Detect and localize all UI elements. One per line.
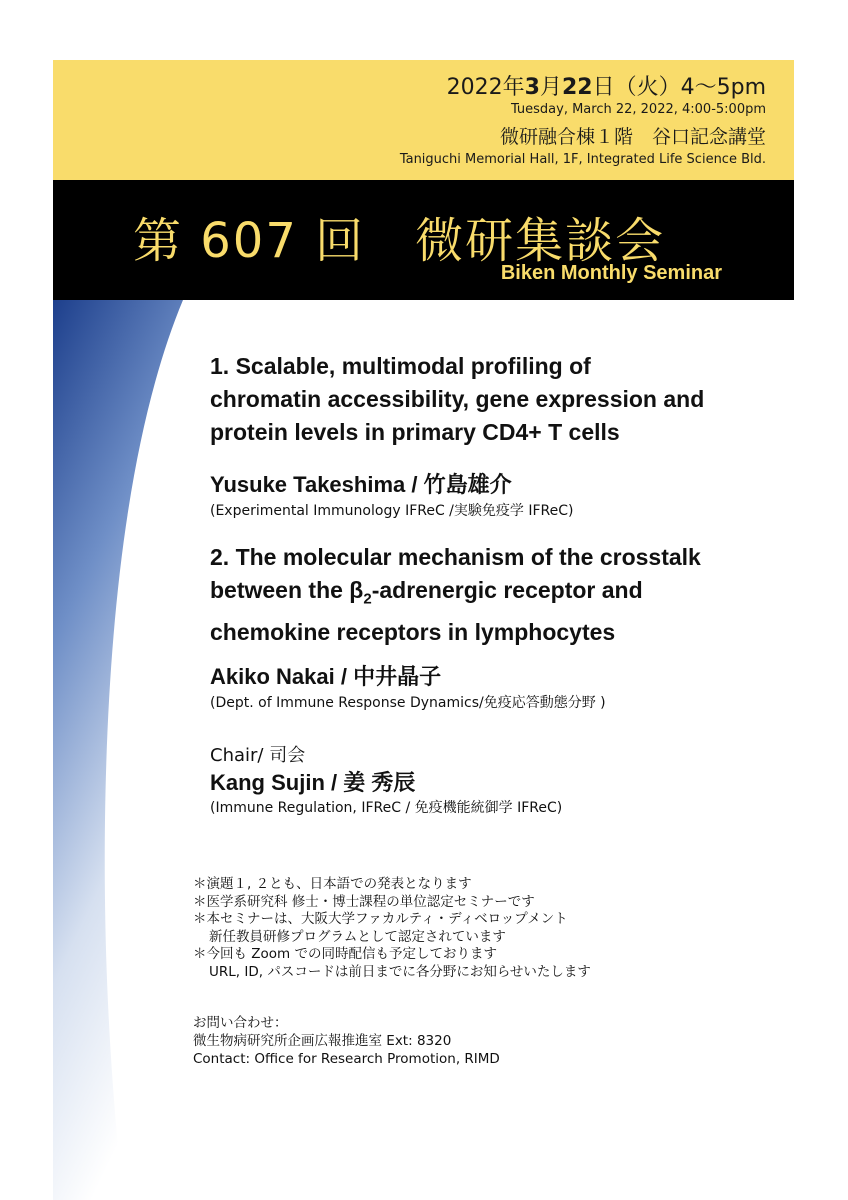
talk-1-title: [210, 350, 704, 449]
seminar-subtitle: Biken Monthly Seminar: [500, 262, 722, 284]
talk-2-title-text: between the β: [210, 577, 364, 603]
venue-en: Taniguchi Memorial Hall, 1F, Integrated Life Science Bld.: [399, 152, 766, 167]
event-date-en: Tuesday, March 22, 2022, 4:00-5:00pm: [510, 102, 766, 117]
beta-subscript: 2: [363, 590, 372, 608]
talk-1-title-line: 1. Scalable, multimodal profiling of: [210, 353, 591, 379]
contact-office-ja: 微生物病研究所企画広報推進室 Ext: 8320: [193, 1033, 452, 1049]
date-month: 3: [524, 75, 540, 100]
talk-1-speaker: Yusuke Takeshima / 竹島雄介: [210, 472, 512, 497]
talk-2-title-text: -adrenergic receptor and: [371, 577, 643, 603]
talk-2-title-line: chemokine receptors in lymphocytes: [210, 618, 616, 645]
date-venue-band: [53, 60, 794, 180]
note-item: ＊今回も Zoom での同時配信も予定しております: [193, 946, 497, 962]
note-item: 新任教員研修プログラムとして認定されています: [209, 928, 506, 945]
note-item: ＊演題１, ２とも、日本語での発表となります: [193, 876, 472, 892]
talk-2-title-line: [210, 574, 701, 616]
event-date-ja: [447, 70, 766, 101]
note-item: ＊医学系研究科 修士・博士課程の単位認定セミナーです: [193, 893, 535, 910]
contact-block: [193, 1014, 500, 1068]
blue-swoosh-decoration: [53, 300, 203, 1200]
talk-2-title-line: 2. The molecular mechanism of the crosstalk: [210, 544, 701, 570]
talk-1-title-line: chromatin accessibility, gene expression and: [210, 386, 705, 412]
date-time: 日（火）4〜5pm: [592, 75, 766, 100]
date-day: 22: [561, 75, 593, 100]
talk-2-affiliation: (Dept. of Immune Response Dynamics/免疫応答動態分野 ): [210, 695, 606, 711]
chair-affiliation: (Immune Regulation, IFReC / 免疫機能統御学 IFReC): [210, 800, 563, 816]
note-item: ＊本セミナーは、大阪大学ファカルティ・ディベロップメント: [193, 911, 568, 927]
chair-name: Kang Sujin / 姜 秀辰: [210, 770, 416, 795]
notes-list: [193, 876, 591, 981]
seminar-title: 第 607 回 微研集談会: [133, 213, 666, 269]
contact-heading: お問い合わせ：: [193, 1015, 288, 1031]
title-band: [53, 180, 794, 300]
talk-1-affiliation: (Experimental Immunology IFReC /実験免疫学 IFReC): [210, 503, 574, 519]
date-month-unit: 月: [539, 75, 562, 100]
talk-1-title-line: protein levels in primary CD4+ T cells: [210, 419, 620, 445]
contact-office-en: Contact: Office for Research Promotion, RIMD: [193, 1051, 500, 1067]
chair-label: Chair/ 司会: [210, 745, 306, 766]
venue-ja: 微研融合棟１階 谷口記念講堂: [499, 126, 766, 148]
date-year: 2022年: [446, 75, 525, 100]
talk-2-speaker: Akiko Nakai / 中井晶子: [210, 664, 442, 689]
note-item: URL, ID, パスコードは前日までに各分野にお知らせいたします: [209, 963, 591, 980]
talk-2-title: [210, 541, 701, 649]
